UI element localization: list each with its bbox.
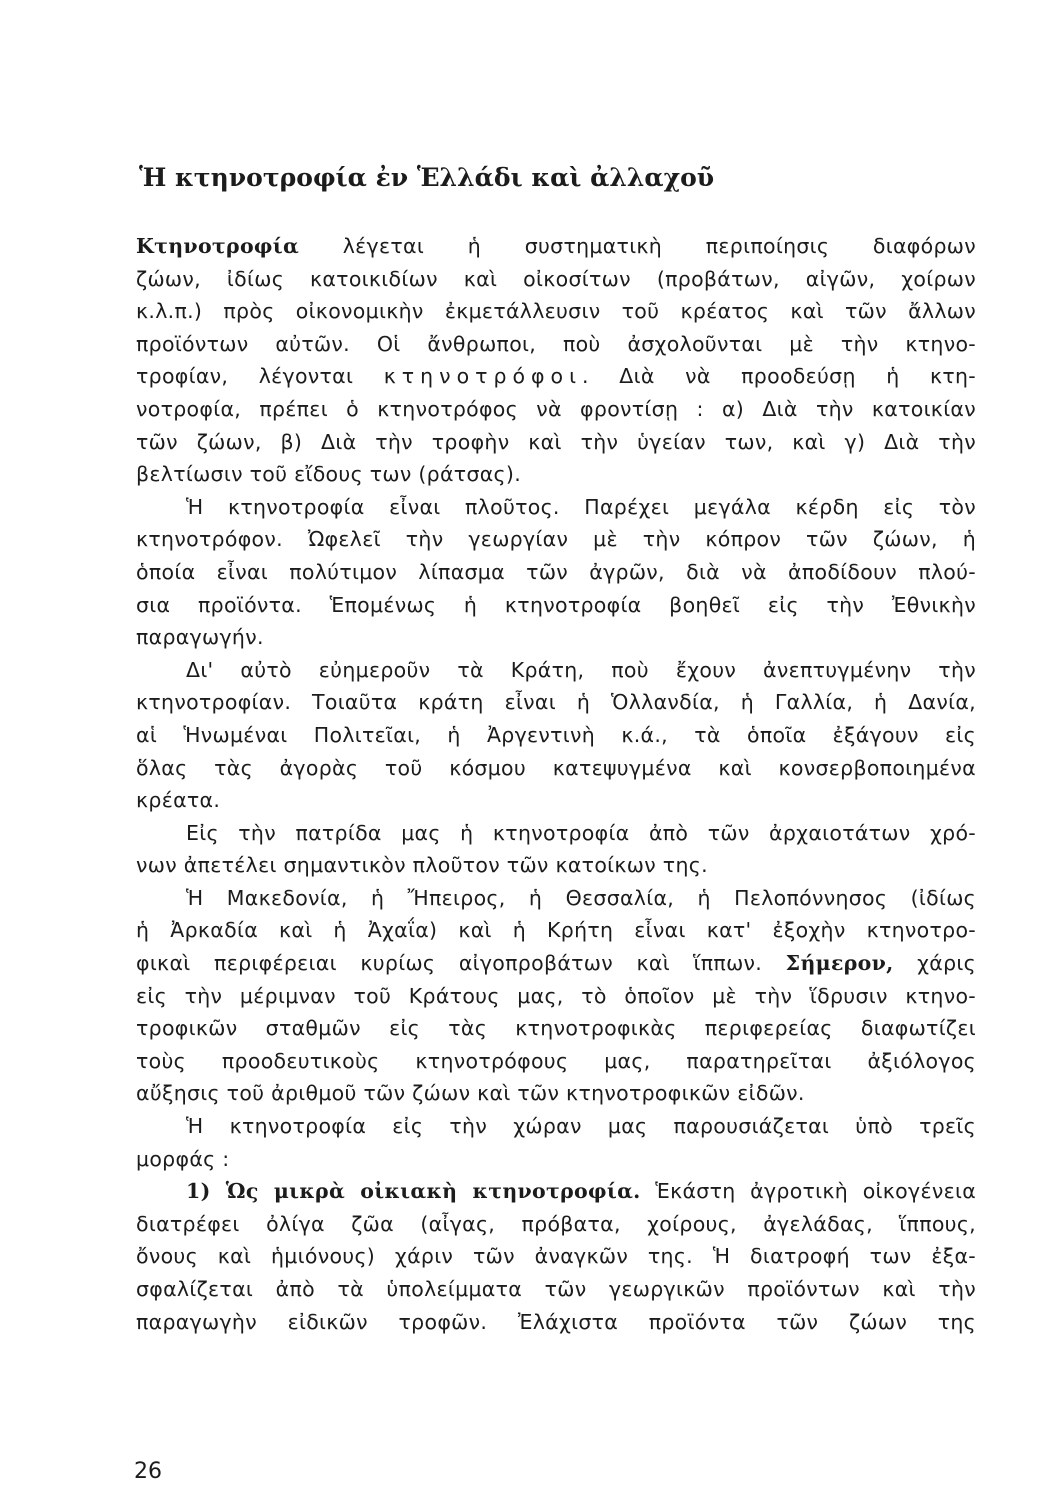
text-line: φικαὶ περιφέρειαι κυρίως αἰγοπροβάτων καὶ ἵππων. Σήμερον, χάρις [136, 951, 977, 976]
text-line: Εἰς τὴν πατρίδα μας ἡ κτηνοτροφία ἀπὸ τῶν ἀρχαιοτάτων χρό- [186, 820, 976, 845]
text-line: αἱ Ἡνωμέναι Πολιτεῖαι, ἡ Ἀργεντινὴ κ.ά., τὰ ὁποῖα ἐξάγουν εἰς [136, 722, 976, 747]
bold-term: Σήμερον, [785, 951, 894, 976]
text-line: ὄνους καὶ ἡμιόνους) χάριν τῶν ἀναγκῶν της. Ἡ διατροφή των ἐξα- [136, 1244, 976, 1269]
text-line: σφαλίζεται ἀπὸ τὰ ὑπολείμματα τῶν γεωργικῶν προϊόντων καὶ τὴν [136, 1277, 976, 1301]
text-line: ἡ Ἀρκαδία καὶ ἡ Ἀχαΐα) καὶ ἡ Κρήτη εἶναι κατ' ἐξοχὴν κτηνοτρο- [136, 918, 976, 943]
text-line: κτηνοτρόφον. Ὠφελεῖ τὴν γεωργίαν μὲ τὴν κόπρον τῶν ζώων, ἡ [136, 527, 976, 552]
bold-term: Κτηνοτροφία [136, 234, 300, 258]
text-line: εἰς τὴν μέριμναν τοῦ Κράτους μας, τὸ ὁποῖον μὲ τὴν ἵδρυσιν κτηνο- [136, 983, 976, 1008]
text-line: ζώων, ἰδίως κατοικιδίων καὶ οἰκοσίτων (προβάτων, αἰγῶν, χοίρων [136, 266, 976, 291]
text-line: κρέατα. [136, 788, 221, 813]
text-line: βελτίωσιν τοῦ εἴδους των (ράτσας). [136, 462, 522, 487]
text-line: Ἡ Μακεδονία, ἡ Ἤπειρος, ἡ Θεσσαλία, ἡ Πελοπόννησος (ἰδίως [186, 885, 976, 910]
text-line: ὅλας τὰς ἀγορὰς τοῦ κόσμου κατεψυγμένα καὶ κονσερβοποιημένα [136, 755, 976, 780]
text-line: ὁποία εἶναι πολύτιμον λίπασμα τῶν ἀγρῶν, διὰ νὰ ἀποδίδουν πλού- [136, 559, 976, 584]
text-line: τοὺς προοδευτικοὺς κτηνοτρόφους μας, παρατηρεῖται ἀξιόλογος [136, 1048, 976, 1073]
text-line: Κτηνοτροφία λέγεται ἡ συστηματικὴ περιποίησις διαφόρων [136, 234, 976, 258]
text-line: παραγωγὴν εἰδικῶν τροφῶν. Ἐλάχιστα προϊόντα τῶν ζώων της [136, 1309, 976, 1334]
text-line: νοτροφία, πρέπει ὁ κτηνοτρόφος νὰ φροντίσῃ : α) Διὰ τὴν κατοικίαν [136, 396, 976, 421]
text-line: Ἡ κτηνοτροφία εἰς τὴν χώραν μας παρουσιάζεται ὑπὸ τρεῖς [186, 1114, 976, 1139]
page-number: 26 [134, 1459, 162, 1484]
text-line: προϊόντων αὐτῶν. Οἱ ἄνθρωποι, ποὺ ἀσχολοῦνται μὲ τὴν κτηνο- [136, 331, 976, 356]
text-line: Ἡ κτηνοτροφία εἶναι πλοῦτος. Παρέχει μεγάλα κέρδη εἰς τὸν [186, 494, 976, 519]
text-line: 1) Ὡς μικρὰ οἰκιακὴ κτηνοτροφία. Ἑκάστη ἀγροτικὴ οἰκογένεια [186, 1179, 977, 1204]
text-line: μορφάς : [136, 1146, 230, 1171]
text-line: νων ἀπετέλει σημαντικὸν πλοῦτον τῶν κατοίκων της. [136, 853, 708, 878]
text-line: τροφικῶν σταθμῶν εἰς τὰς κτηνοτροφικὰς περιφερείας διαφωτίζει [136, 1016, 976, 1041]
body-text [136, 230, 976, 1338]
text-line: παραγωγήν. [136, 625, 264, 650]
spaced-term: κτηνοτρόφοι [383, 364, 583, 389]
text-line: τῶν ζώων, β) Διὰ τὴν τροφὴν καὶ τὴν ὑγείαν των, καὶ γ) Διὰ τὴν [136, 429, 976, 454]
text-line: διατρέφει ὀλίγα ζῶα (αἶγας, πρόβατα, χοίρους, ἀγελάδας, ἵππους, [136, 1211, 976, 1236]
text-line: σια προϊόντα. Ἑπομένως ἡ κτηνοτροφία βοηθεῖ εἰς τὴν Ἐθνικὴν [136, 592, 976, 617]
bold-term: 1) Ὡς μικρὰ οἰκιακὴ κτηνοτροφία. [186, 1179, 641, 1204]
text-line: τροφίαν, λέγονται κτηνοτρόφοι. Διὰ νὰ προοδεύσῃ ἡ κτη- [136, 364, 976, 389]
text-line: κτηνοτροφίαν. Τοιαῦτα κράτη εἶναι ἡ Ὁλλανδία, ἡ Γαλλία, ἡ Δανία, [136, 690, 976, 715]
chapter-title: Ἡ κτηνοτροφία ἐν Ἑλλάδι καὶ ἀλλαχοῦ [139, 163, 715, 192]
text-line: Δι' αὐτὸ εὐημεροῦν τὰ Κράτη, ποὺ ἔχουν ἀνεπτυγμένην τὴν [186, 657, 976, 682]
text-line: κ.λ.π.) πρὸς οἰκονομικὴν ἐκμετάλλευσιν τοῦ κρέατος καὶ τῶν ἄλλων [136, 299, 976, 324]
text-line: αὔξησις τοῦ ἀριθμοῦ τῶν ζώων καὶ τῶν κτηνοτροφικῶν εἰδῶν. [136, 1081, 805, 1106]
